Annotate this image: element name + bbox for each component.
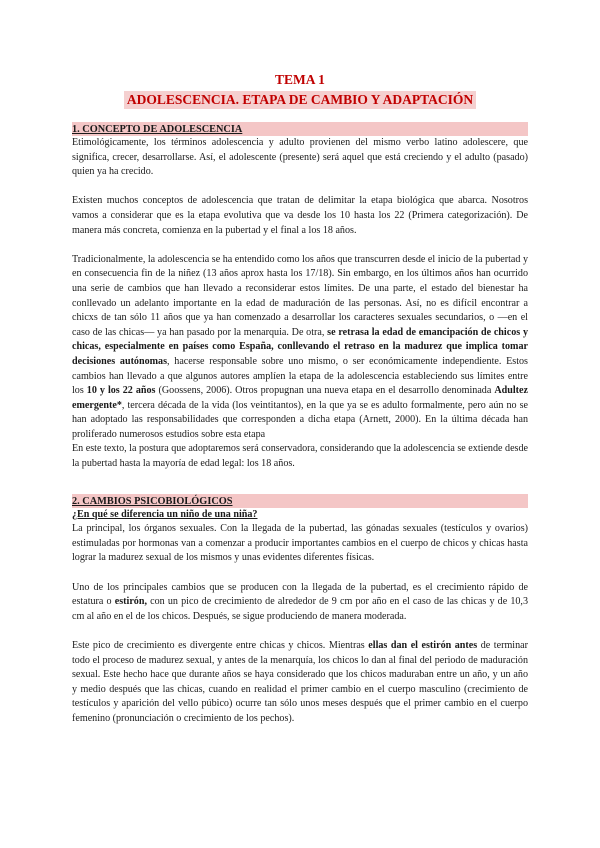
bold-text: estirón, — [114, 596, 147, 608]
bold-text: Adultez emergente* — [72, 385, 528, 411]
paragraph: Existen muchos conceptos de adolescencia que tratan de delimitar la etapa biológica que abarca. Nosotros vamos a considerar que es la etapa evolutiva que va desde los 10 hasta los 22 (Primera categorización). De manera más concreta, comienza en la pubertad y el final a los 18 años. — [72, 195, 528, 236]
document-page — [72, 72, 528, 727]
section-heading-concepto: 1. CONCEPTO DE ADOLESCENCIA — [72, 122, 528, 136]
paragraph: Uno de los principales cambios que se producen con la llegada de la pubertad, es el crecimiento rápido de estatura o estirón, con un pico de crecimiento de alrededor de 9 cm por año en el caso de las chicas y de 10,3 cm al año en el de los chicos. Después, se sigue produciendo de manera moderada. — [72, 581, 528, 622]
paragraph: Este pico de crecimiento es divergente entre chicas y chicos. Mientras ellas dan el estirón antes de terminar todo el proceso de madurez sexual, y antes de la menarquía, los chicos lo dan al final del periodo de maduración sexual. Este hecho hace que durante años se haya considerado que los chicos maduraban entre un año, y un año y medio después que las chicas, cuando en realidad el primer cambio en el cuerpo masculino (crecimiento de testículos y aparición del vello púbico) ocurre tan sólo unos meses después que el primer cambio en el cuerpo femenino (pronunciación o crecimiento de los pechos). — [72, 640, 528, 724]
bold-text: se retrasa la edad de emancipación de chicos y chicas, especialmente en países como España, conllevando el retraso en la madurez que implica tomar decisiones autónomas — [72, 326, 528, 367]
paragraph: Etimológicamente, los términos adolescencia y adulto provienen del mismo verbo latino adolescere, que significa, crecer, desarrollarse. Así, el adolescente (presente) será aquel que está creciendo y el adulto (pasado) quien ya ha crecido. — [72, 137, 528, 178]
paragraph: En este texto, la postura que adoptaremos será conservadora, considerando que la adolescencia se extiende desde la pubertad hasta la mayoría de edad legal: los 18 años. — [72, 443, 528, 470]
document-title-line1: TEMA 1 — [275, 72, 325, 87]
subheading: ¿En qué se diferencia un niño de una niña? — [72, 508, 258, 520]
paragraph: Tradicionalmente, la adolescencia se ha entendido como los años que transcurren desde el inicio de la pubertad y en consecuencia fin de la niñez (13 años aprox hasta los 17/18). Sin embargo, en los últimos años han ocurrido una serie de cambios que han llevado a reconsiderar estos límites. De una parte, el estado del bienestar ha conllevado un adelanto importante en la edad de maduración de las personas. Así, no es difícil encontrar a chicxs de tan sólo 11 años que ya han comenzado a desarrollar los caracteres sexuales secundarios, o —en el caso de las chicas— ya han pasado por la menarquia. De otra, se retrasa la edad de emancipación de chicos y chicas, especialmente en países como España, conllevando el retraso en la madurez que implica tomar decisiones autónomas, hacerse responsable sobre uno mismo, o ser económicamente independiente. Estos cambios han llevado a que algunos autores amplíen la etapa de la adolescencia estableciendo sus límites entre los 10 y los 22 años (Goossens, 2006). Otros propugnan una nueva etapa en el desarrollo denominada Adultez emergente*, tercera década de la vida (los veintitantos), en la que ya se es adulto formalmente, pero aún no se han adoptado las responsabilidades que corresponden a dicha etapa (Arnett, 2000). En la última década han proliferado numerosos estudios sobre esta etapa — [72, 253, 528, 440]
section-heading-cambios: 2. CAMBIOS PSICOBIOLÓGICOS — [72, 494, 528, 508]
document-title-line2: ADOLESCENCIA. ETAPA DE CAMBIO Y ADAPTACIÓN — [124, 91, 476, 109]
bold-text: 10 y los 22 años — [86, 385, 156, 397]
bold-text: ellas dan el estirón antes — [368, 640, 478, 651]
paragraph: La principal, los órganos sexuales. Con la llegada de la pubertad, las gónadas sexuales (testículos y ovarios) estimuladas por hormonas van a comenzar a producir importantes cambios en el cuerpo de chicos y chicas hasta lograr la madurez sexual de los mismos y unas evidentes diferentes físicas. — [72, 523, 528, 564]
